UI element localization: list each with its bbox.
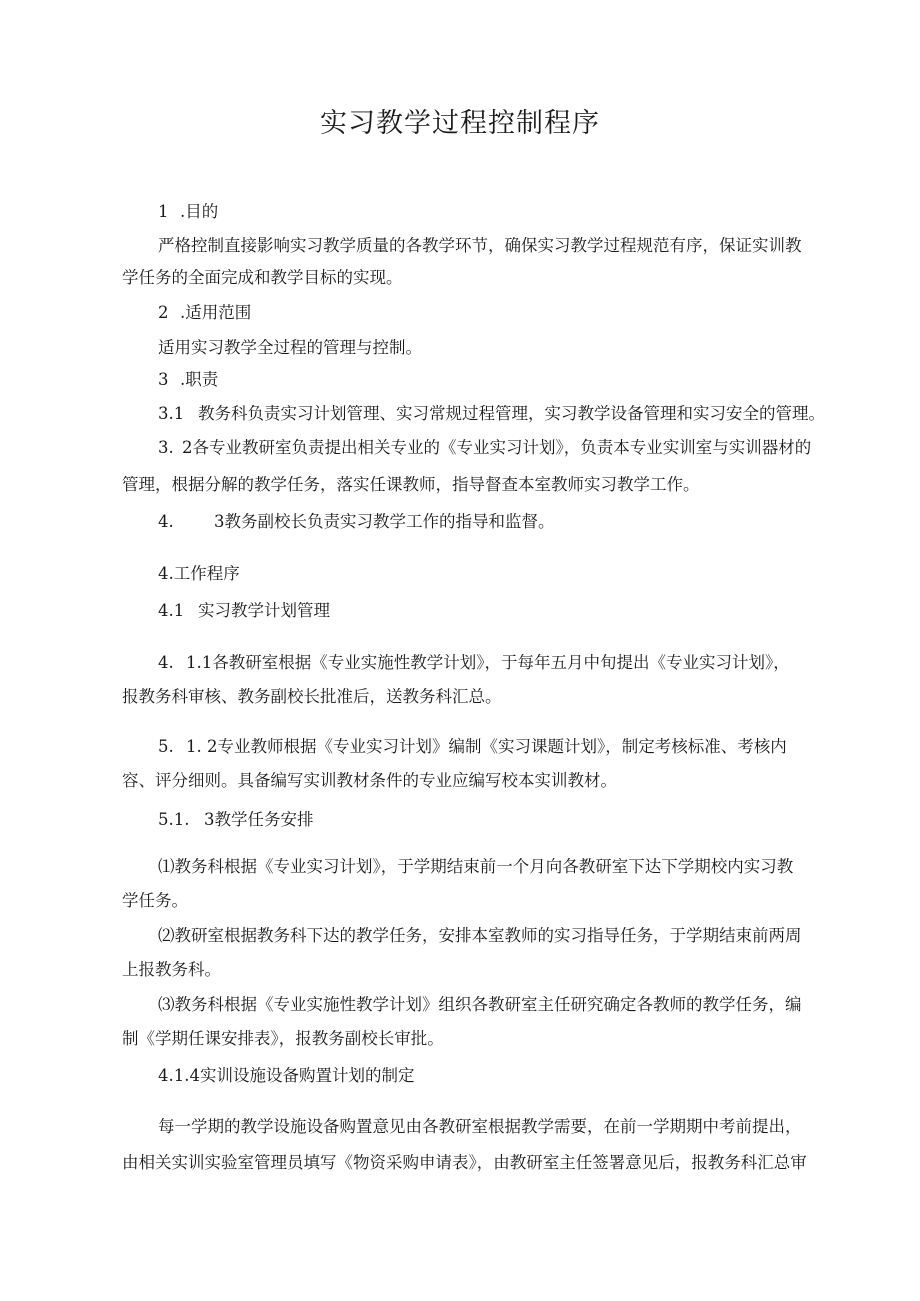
item-number: 4.	[158, 512, 174, 531]
item-number: 4.	[158, 653, 174, 672]
subsection-heading	[158, 599, 330, 623]
list-item	[158, 651, 790, 675]
paragraph-line: 严格控制直接影响实习教学质量的各教学环节，确保实习教学过程规范有序，保证实训教	[158, 236, 802, 255]
section-number: 1	[158, 202, 169, 221]
item-text: 实习教学计划管理	[198, 601, 330, 620]
section-title: .目的	[180, 202, 219, 221]
subsection-heading: 4.1.4实训设施设备购置计划的制定	[158, 1066, 415, 1085]
section-2-heading	[158, 301, 251, 325]
paragraph-line: 制《学期任课安排表》，报教务副校长审批。	[122, 1029, 444, 1048]
section-title: .适用范围	[180, 303, 252, 322]
item-text: 教务科负责实习计划管理、实习常规过程管理，实习教学设备管理和实习安全的管理。	[198, 404, 825, 423]
section-3-heading	[158, 368, 218, 392]
paragraph-line: ⑴教务科根据《专业实习计划》，于学期结束前一个月向各教研室下达下学期校内实习教	[158, 857, 794, 876]
paragraph-line: 管理，根据分解的教学任务，落实任课教师，指导督查本室教师实习教学工作。	[122, 475, 700, 494]
section-4-heading: 4.工作程序	[158, 564, 240, 583]
page-title: 实习教学过程控制程序	[320, 108, 600, 139]
section-1-heading	[158, 200, 218, 224]
paragraph-line: 上报教务科。	[122, 960, 221, 979]
item-text: 1.1各教研室根据《专业实施性教学计划》，于每年五月中旬提出《专业实习计划》，	[186, 653, 790, 672]
item-number: 5.1.	[158, 810, 190, 829]
item-number: 4.1	[158, 601, 185, 620]
section-number: 3	[158, 370, 169, 389]
item-text: 3教务副校长负责实习教学工作的指导和监督。	[214, 512, 555, 531]
paragraph-line: 由相关实训实验室管理员填写《物资采购申请表》，由教研室主任签署意见后，报教务科汇总审	[122, 1153, 807, 1172]
subsection-heading	[158, 808, 314, 832]
paragraph-line: 适用实习教学全过程的管理与控制。	[158, 338, 422, 357]
item-number: 3.1	[158, 404, 185, 423]
list-item	[158, 402, 825, 426]
paragraph-line: 每一学期的教学设施设备购置意见由各教研室根据教学需要，在前一学期期中考前提出，	[158, 1117, 802, 1136]
paragraph-line: 报教务科审核、教务副校长批准后，送教务科汇总。	[122, 687, 502, 706]
paragraph-line: ⑵教研室根据教务科下达的教学任务，安排本室教师的实习指导任务，于学期结束前两周	[158, 926, 802, 945]
item-text: 3教学任务安排	[204, 810, 314, 829]
paragraph-line: 容、评分细则。具备编写实训教材条件的专业应编写校本实训教材。	[122, 771, 617, 790]
item-text: 1. 2专业教师根据《专业实习计划》编制《实习课题计划》，制定考核标准、考核内	[186, 737, 787, 756]
list-item	[158, 510, 555, 534]
paragraph-line: 学任务。	[122, 891, 188, 910]
list-item	[158, 436, 811, 460]
list-item	[158, 735, 787, 759]
item-text: 2各专业教研室负责提出相关专业的《专业实习计划》，负责本专业实训室与实训器材的	[182, 438, 812, 457]
section-title: .职责	[180, 370, 219, 389]
paragraph-line: ⑶教务科根据《专业实施性教学计划》组织各教研室主任研究确定各教师的教学任务，编	[158, 995, 802, 1014]
paragraph-line: 学任务的全面完成和教学目标的实现。	[122, 268, 403, 287]
item-number: 3.	[158, 438, 174, 457]
item-number: 5.	[158, 737, 174, 756]
section-number: 2	[158, 303, 169, 322]
